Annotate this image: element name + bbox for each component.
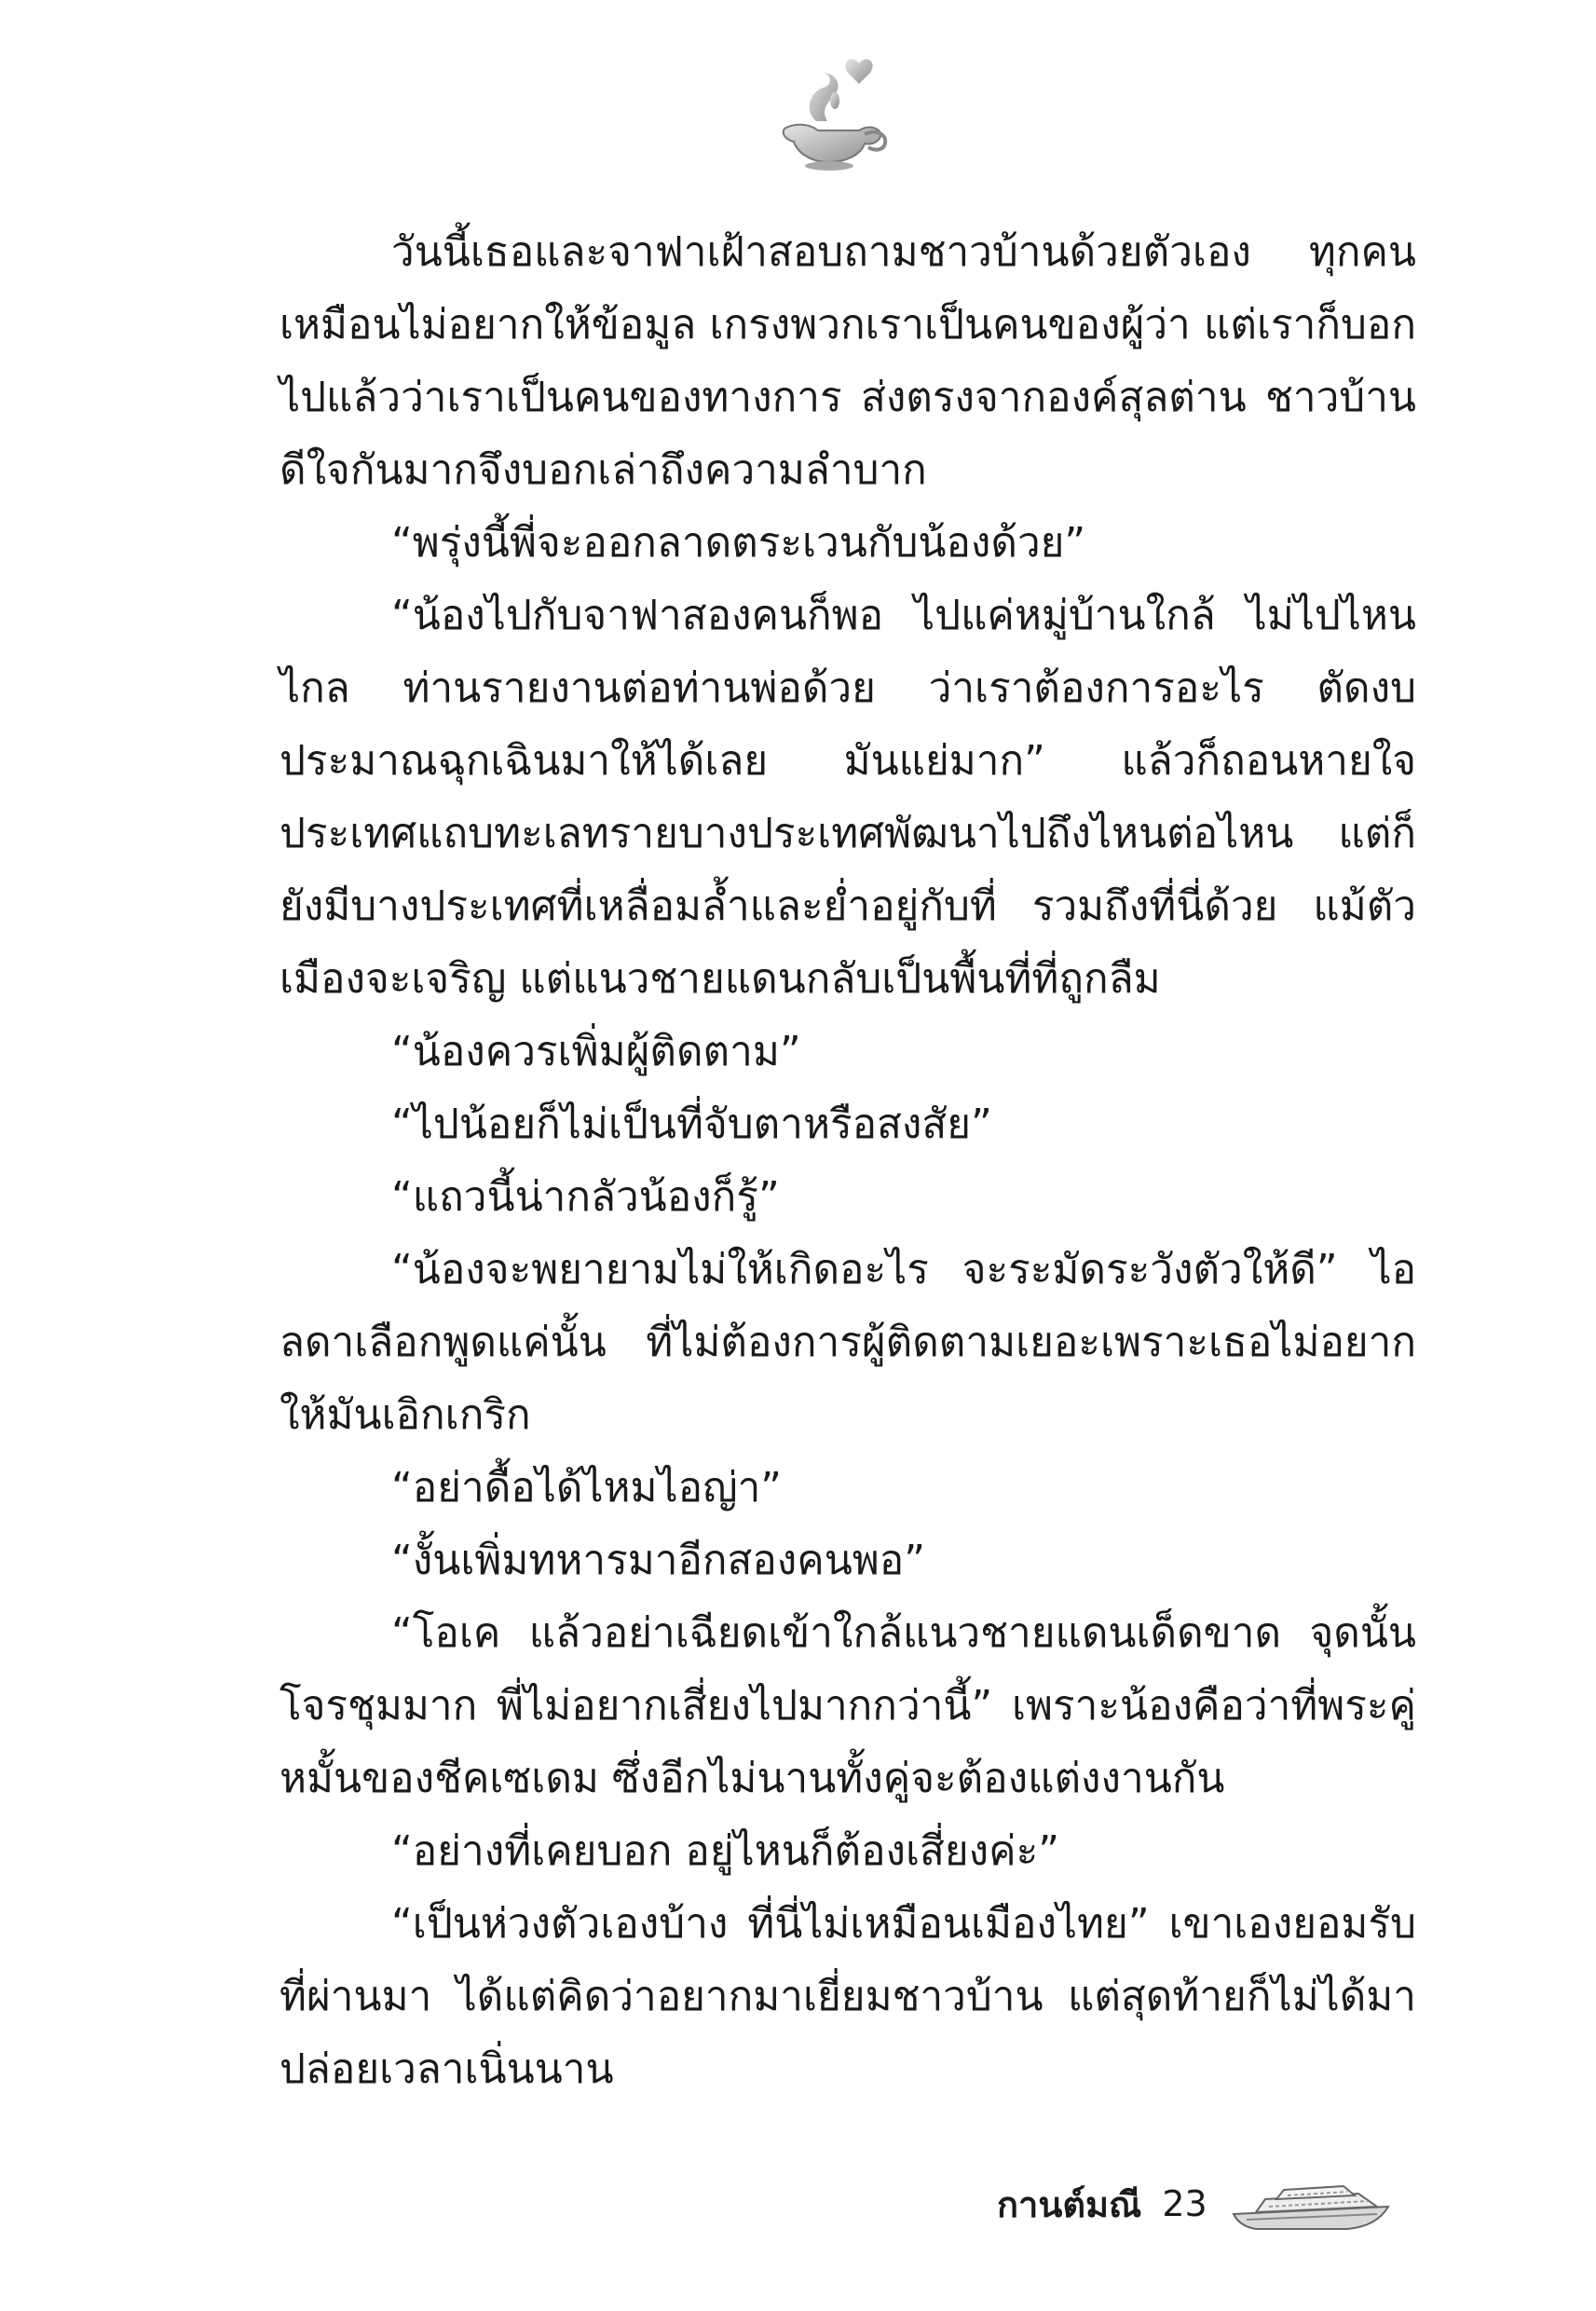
dialogue-line: “ไปน้อยก็ไม่เป็นที่จับตาหรือสงสัย”	[391, 1101, 992, 1148]
dialogue-line: “อย่าดื้อได้ไหมไอญ่า”	[391, 1464, 783, 1511]
paragraph: “เป็นห่วงตัวเองบ้าง ที่นี่ไม่เหมือนเมืองไทย” เขาเองยอมรับที่ผ่านมา ได้แต่คิดว่าอยากมาเยี่ยมชาวบ้าน แต่สุดท้ายก็ไม่ได้มาปล่อยเวลาเนิ่นนาน	[280, 1900, 1416, 2093]
paragraph: “โอเค แล้วอย่าเฉียดเข้าใกล้แนวชายแดนเด็ดขาด จุดนั้นโจรชุมมาก พี่ไม่อยากเสี่ยงไปมากกว่านี้” เพราะน้องคือว่าที่พระคู่หมั้นของชีคเซเดม ซึ่งอีกไม่นานทั้งคู่จะต้องแต่งงานกัน	[280, 1609, 1416, 1802]
dialogue-line: “น้องควรเพิ่มผู้ติดตาม”	[391, 1028, 801, 1075]
dialogue-line: “งั้นเพิ่มทหารมาอีกสองคนพอ”	[391, 1537, 926, 1584]
page-footer	[997, 2171, 1396, 2236]
dialogue-line: “แถวนี้น่ากลัวน้องก็รู้”	[391, 1173, 780, 1221]
dialogue-line: “พรุ่งนี้พี่จะออกลาดตระเวนกับน้องด้วย”	[391, 519, 1086, 567]
chapter-body-text	[280, 216, 1416, 2106]
paragraph: วันนี้เธอและจาฟาเฝ้าสอบถามชาวบ้านด้วยตัวเอง ทุกคนเหมือนไม่อยากให้ข้อมูล เกรงพวกเราเป็นคนของผู้ว่า แต่เราก็บอกไปแล้วว่าเราเป็นคนของทางการ ส่งตรงจากองค์สุลต่าน ชาวบ้านดีใจกันมากจึงบอกเล่าถึงความลำบาก	[280, 228, 1416, 494]
dialogue-line: “อย่างที่เคยบอก อยู่ไหนก็ต้องเสี่ยงค่ะ”	[391, 1827, 1059, 1875]
genie-lamp-icon	[762, 54, 902, 175]
page-number: 23	[1162, 2183, 1207, 2224]
paragraph: “น้องไปกับจาฟาสองคนก็พอ ไปแค่หมู่บ้านใกล้ ไม่ไปไหนไกล ท่านรายงานต่อท่านพ่อด้วย ว่าเราต้องการอะไร ตัดงบประมาณฉุกเฉินมาให้ได้เลย มันแย่มาก” แล้วก็ถอนหายใจ ประเทศแถบทะเลทรายบางประเทศพัฒนาไปถึงไหนต่อไหน แต่ก็ยังมีบางประเทศที่เหลื่อมล้ำและย่ำอยู่กับที่ รวมถึงที่นี่ด้วย แม้ตัวเมืองจะเจริญ แต่แนวชายแดนกลับเป็นพื้นที่ที่ถูกลืม	[280, 592, 1416, 1003]
book-title: กานต์มณี	[997, 2183, 1142, 2225]
paragraph: “น้องจะพยายามไม่ให้เกิดอะไร จะระมัดระวังตัวให้ดี” ไอลดาเลือกพูดแค่นั้น ที่ไม่ต้องการผู้ติดตามเยอะเพราะเธอไม่อยากให้มันเอิกเกริก	[280, 1246, 1416, 1439]
cruise-ship-icon	[1228, 2171, 1396, 2236]
